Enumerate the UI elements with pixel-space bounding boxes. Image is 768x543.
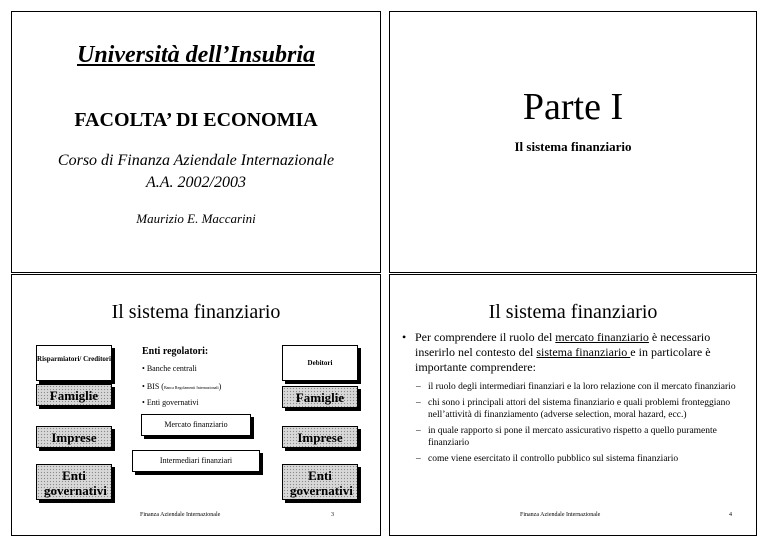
enti-right-box bbox=[282, 464, 358, 500]
famiglie-right-box bbox=[282, 386, 358, 408]
regulator-item: • Banche centrali bbox=[142, 364, 197, 373]
debtors-header-label: Debitori bbox=[307, 359, 333, 367]
slide-footer: Finanza Aziendale Internazionale bbox=[520, 512, 601, 518]
course-name: Corso di Finanza Aziendale Internazionale bbox=[57, 152, 335, 169]
slide-title: Il sistema finanziario bbox=[111, 301, 281, 323]
part-subtitle: Il sistema finanziario bbox=[514, 139, 632, 154]
enti-right-label: Enti governativi bbox=[290, 468, 353, 498]
slide-2 bbox=[389, 11, 757, 273]
enti-left-label: Enti governativi bbox=[44, 468, 107, 498]
slide-4 bbox=[389, 274, 757, 536]
slide-title: Il sistema finanziario bbox=[488, 301, 658, 323]
university-title: Università dell’Insubria bbox=[76, 42, 316, 68]
sub-point: – il ruolo degli intermediari finanziari e la loro relazione con il mercato finanziario bbox=[402, 381, 750, 393]
imprese-left-box bbox=[36, 426, 112, 448]
market-box bbox=[141, 414, 251, 436]
regulator-item: • BIS (Banca Regolamenti Internazionali) bbox=[142, 382, 222, 391]
famiglie-right-label: Famiglie bbox=[295, 390, 345, 405]
imprese-right-label: Imprese bbox=[297, 430, 343, 445]
famiglie-left-box bbox=[36, 384, 112, 406]
sub-point: – come viene esercitato il controllo pubblico sul sistema finanziario bbox=[402, 453, 750, 465]
mercato-link-text: mercato finanziario bbox=[555, 330, 649, 344]
slide-footer: Finanza Aziendale Internazionale bbox=[140, 512, 221, 518]
regulators-list bbox=[142, 363, 262, 409]
page-number: 4 bbox=[729, 512, 732, 518]
sub-point: – chi sono i principali attori del sistema finanziario e quali problemi fronteggiano nell’attività di finanziamento (adverse selection, moral hazard, ecc.) bbox=[402, 397, 750, 421]
slide-3 bbox=[11, 274, 381, 536]
imprese-right-box bbox=[282, 426, 358, 448]
part-title: Parte I bbox=[522, 86, 624, 128]
debtors-header-box bbox=[282, 345, 358, 381]
market-label: Mercato finanziario bbox=[164, 420, 228, 429]
intermediaries-label: Intermediari finanziari bbox=[159, 456, 233, 465]
savers-header-box bbox=[36, 345, 112, 381]
sistema-link-text: sistema finanziario bbox=[536, 345, 631, 359]
intro-bullet: • Per comprendere il ruolo del mercato finanziario è necessario inserirlo nel contesto del sistema finanziario e in particolare è importante comprendere: bbox=[402, 330, 750, 375]
slide-1 bbox=[11, 11, 381, 273]
sub-point: – in quale rapporto si pone il mercato assicurativo rispetto a quello puramente finanziario bbox=[402, 425, 750, 449]
enti-left-box bbox=[36, 464, 112, 500]
savers-header-label: Risparmiatori/ Creditori bbox=[37, 355, 111, 363]
imprese-left-label: Imprese bbox=[51, 430, 97, 445]
famiglie-left-label: Famiglie bbox=[49, 388, 99, 403]
regulators-title: Enti regolatori: bbox=[142, 346, 209, 357]
course-info bbox=[12, 150, 380, 194]
faculty-title: FACOLTA’ DI ECONOMIA bbox=[74, 109, 318, 131]
academic-year: A.A. 2002/2003 bbox=[146, 174, 246, 191]
slide-body bbox=[402, 330, 750, 465]
intermediaries-box bbox=[132, 450, 260, 472]
page-number: 3 bbox=[331, 512, 334, 518]
author-name: Maurizio E. Maccarini bbox=[136, 211, 256, 226]
regulator-item: • Enti governativi bbox=[142, 398, 199, 407]
